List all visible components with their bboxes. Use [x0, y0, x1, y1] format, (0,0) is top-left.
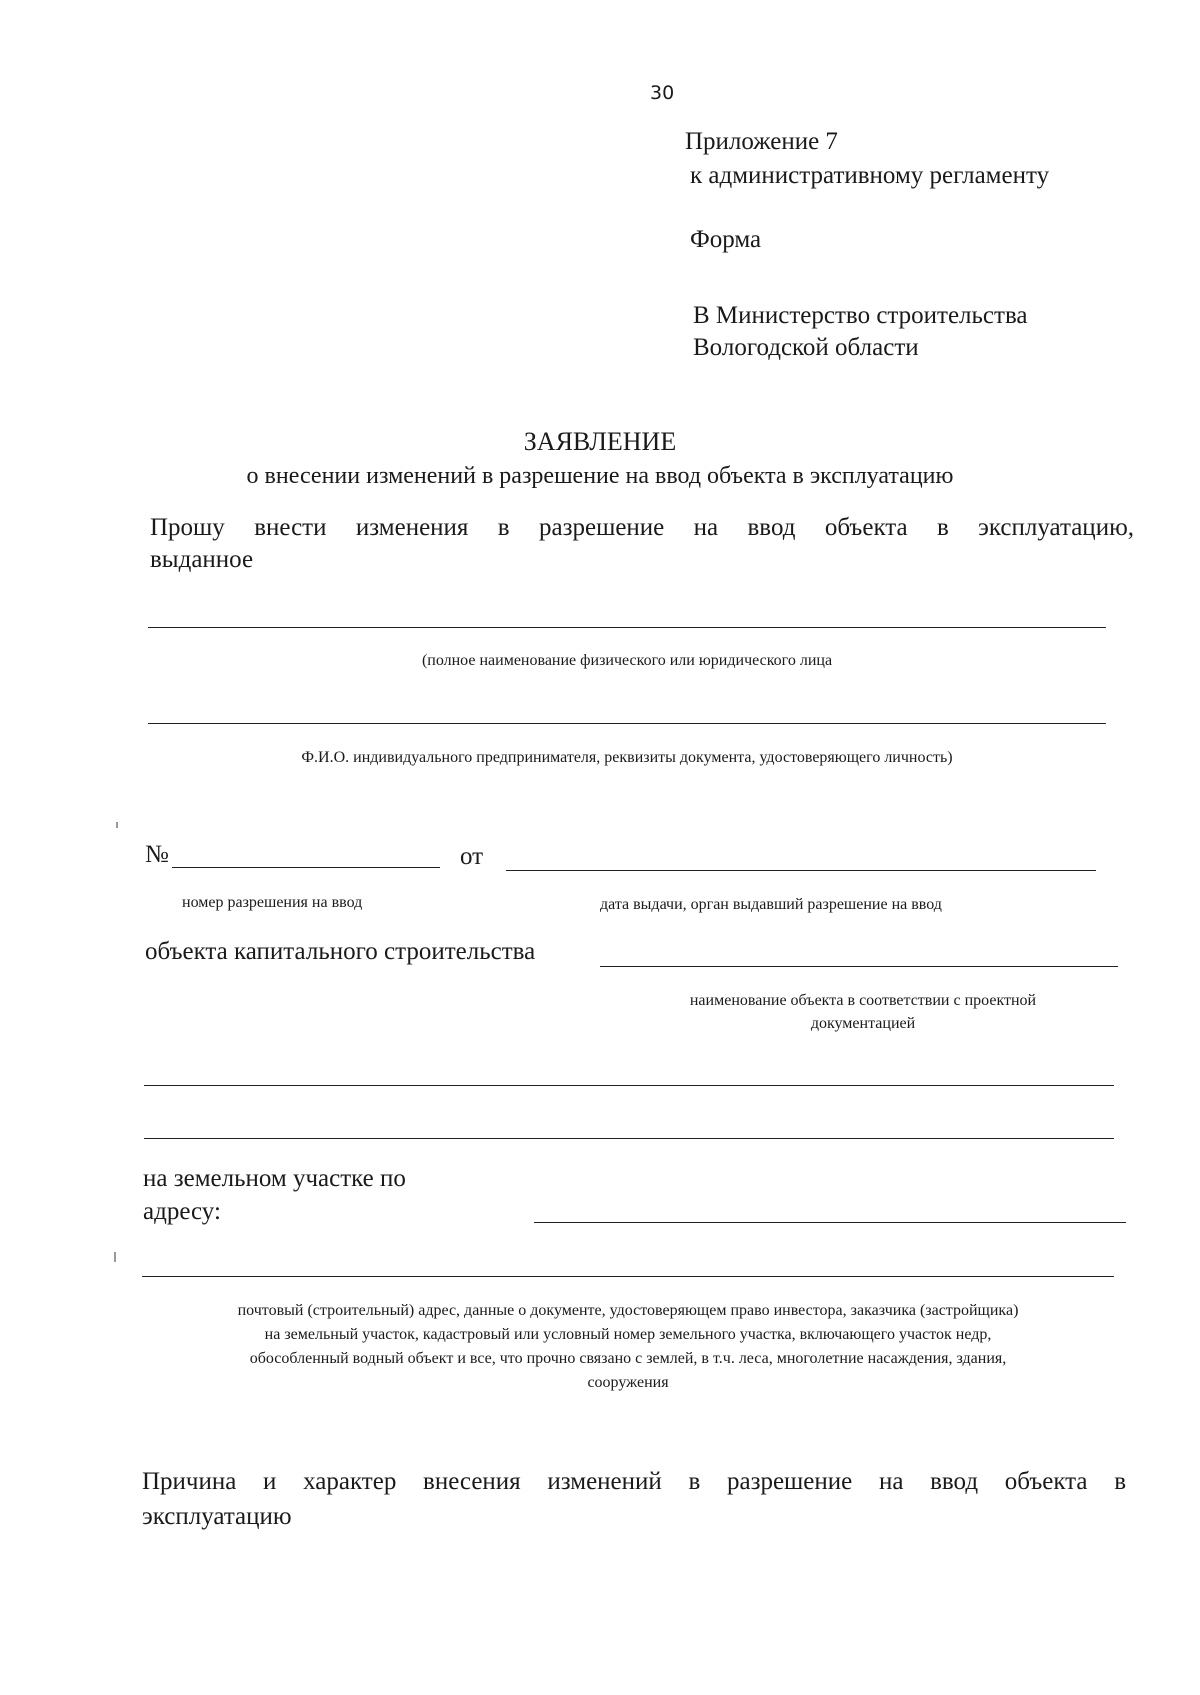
land-caption-line-4: сооружения	[587, 1374, 669, 1391]
page-number: 30	[650, 82, 675, 104]
permit-date-caption: дата выдачи, орган выдавший разрешение на ввод	[600, 896, 942, 913]
addressee-line-2: Вологодской области	[693, 334, 919, 361]
object-caption-line-2: документацией	[810, 1015, 916, 1032]
land-label-line-1: на земельном участке по	[143, 1165, 406, 1192]
applicant-name-line[interactable]	[148, 627, 1106, 628]
land-label-line-2: адресу:	[143, 1198, 221, 1225]
permit-number-line[interactable]	[172, 867, 440, 868]
scan-mark	[116, 822, 118, 828]
permit-date-line[interactable]	[506, 870, 1096, 871]
object-label: объекта капитального строительства	[145, 938, 536, 965]
reason-line-2: эксплуатацию	[142, 1503, 292, 1530]
land-caption-line-3: обособленный водный объект и все, что прочно связано с землей, в т.ч. леса, многолетние насаждения, здания,	[249, 1350, 1007, 1367]
object-extra-line-2[interactable]	[144, 1138, 1114, 1139]
addressee-line-1: В Министерство строительства	[693, 302, 1028, 329]
land-address-line[interactable]	[534, 1222, 1126, 1223]
object-caption-line-1: наименование объекта в соответствии с проектной	[689, 992, 1037, 1009]
form-label: Форма	[690, 226, 762, 253]
land-extra-line[interactable]	[142, 1276, 1114, 1277]
document-subtitle: о внесении изменений в разрешение на ввод объекта в эксплуатацию	[246, 463, 954, 489]
object-extra-line-1[interactable]	[144, 1085, 1114, 1086]
permit-number-caption: номер разрешения на ввод	[182, 894, 363, 911]
applicant-caption-2: Ф.И.О. индивидуального предпринимателя, реквизиты документа, удостоверяющего личность)	[301, 749, 953, 766]
number-sign: №	[145, 841, 169, 868]
from-word: от	[460, 843, 484, 870]
applicant-caption-1: (полное наименование физического или юридического лица	[421, 652, 833, 669]
land-caption-line-1: почтовый (строительный) адрес, данные о документе, удостоверяющем право инвестора, заказчика (застройщика)	[237, 1302, 1019, 1319]
regulation-label: к административному регламенту	[690, 162, 1050, 189]
document-title: ЗАЯВЛЕНИЕ	[523, 427, 677, 456]
request-line-2: выданное	[150, 546, 254, 573]
reason-line-1: Причина и характер внесения изменений в разрешение на ввод объекта в	[142, 1468, 1126, 1495]
request-line-1: Прошу внести изменения в разрешение на ввод объекта в эксплуатацию,	[150, 514, 1134, 541]
appendix-label: Приложение 7	[685, 128, 838, 155]
scan-mark	[114, 1252, 116, 1262]
land-caption-line-2: на земельный участок, кадастровый или условный номер земельного участка, включающего участок недр,	[264, 1326, 992, 1343]
applicant-details-line[interactable]	[148, 723, 1106, 724]
object-name-line[interactable]	[600, 966, 1118, 967]
